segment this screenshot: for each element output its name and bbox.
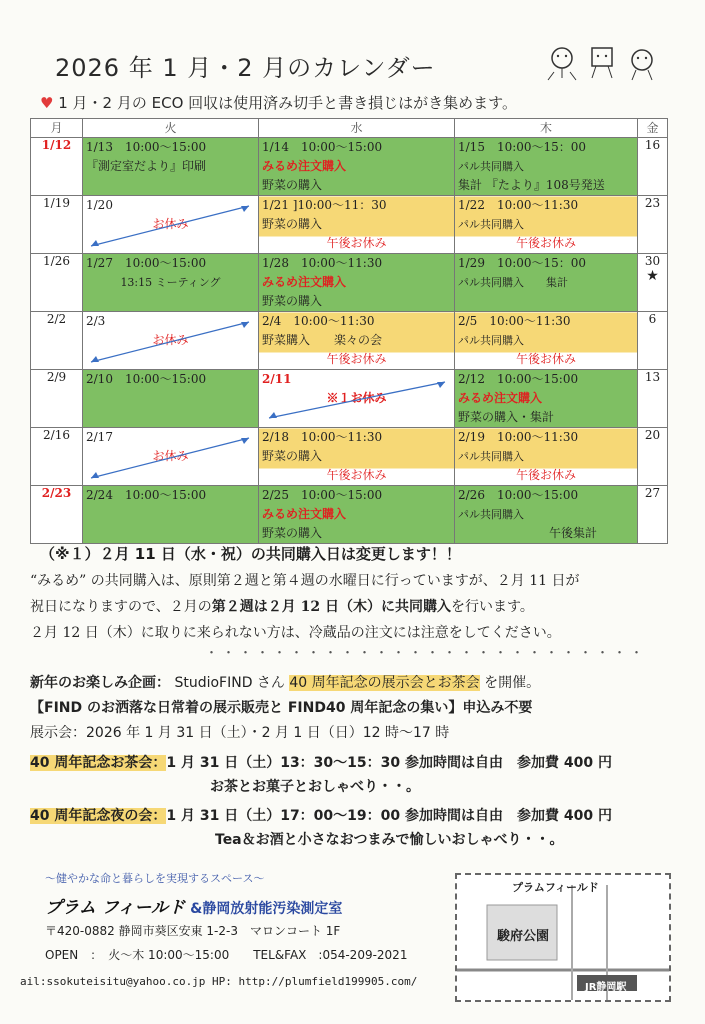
cell-tue — [83, 254, 259, 312]
date-mon: 1/12 — [31, 138, 83, 196]
event-tea-detail: 1 月 31 日（土）13：30〜15：30 参加時間は自由 参加費 400 円 — [166, 755, 612, 771]
header-wed: 水 — [259, 119, 455, 138]
event-studio: StudioFIND さん — [174, 675, 285, 691]
notice-line-2 — [30, 596, 534, 616]
open-hours: OPEN ： 火〜木 10:00〜15:00 TEL&FAX :054-209-2021 — [45, 948, 408, 962]
cell-text: 2/24 10:00〜15:00 — [86, 488, 207, 502]
cell-thu — [455, 196, 638, 254]
notice-line-2c: を行います。 — [450, 599, 534, 615]
star-icon: ★ — [646, 268, 659, 284]
cell-wed — [259, 428, 455, 486]
map-label-plumfield: プラムフィールド — [512, 881, 599, 894]
cell-text: 1/14 10:00〜15:00 — [262, 140, 383, 154]
date-fri: 23 — [638, 196, 668, 254]
cell-text: 1/22 10:00〜11:30 — [458, 198, 579, 212]
cell-thu — [455, 254, 638, 312]
cell-text: 集計 『たより』108号発送 — [458, 178, 605, 192]
cell-text: みるめ注文購入 — [262, 275, 347, 289]
brand-lab-name: &静岡放射能汚染測定室 — [190, 901, 343, 917]
event-intro-label: 新年のお楽しみ企画： — [30, 675, 170, 691]
cell-tue — [83, 312, 259, 370]
address: 〒420-0882 静岡市葵区安東 1-2-3 マロンコート 1F — [45, 924, 341, 938]
date-mon: 2/23 — [31, 486, 83, 544]
cell-text: 2/26 10:00〜15:00 — [458, 488, 579, 502]
cell-text: 2/19 10:00〜11:30 — [458, 430, 579, 444]
cell-tue — [83, 486, 259, 544]
date-mon: 1/26 — [31, 254, 83, 312]
cell-tue — [83, 196, 259, 254]
cell-wed — [259, 486, 455, 544]
week-row — [31, 196, 668, 254]
date-mon: 1/19 — [31, 196, 83, 254]
week-row — [31, 428, 668, 486]
header-fri: 金 — [638, 119, 668, 138]
notice-line-2a: 祝日になりますので、２月の — [30, 599, 212, 615]
cell-tue — [83, 428, 259, 486]
brand — [45, 893, 342, 918]
date-fri — [638, 254, 668, 312]
event-tea-sub: お茶とお菓子とおしゃべり・・。 — [210, 779, 420, 795]
date-fri: 20 — [638, 428, 668, 486]
event-highlight: 40 周年記念の展示会とお茶会 — [289, 675, 480, 691]
cell-text: 午後お休み — [515, 352, 576, 366]
date-fri: 27 — [638, 486, 668, 544]
header-tue: 火 — [83, 119, 259, 138]
cell-text: 2/17 — [86, 430, 113, 444]
cell-text: 2/10 10:00〜15:00 — [86, 372, 207, 386]
cell-text: 1/28 10:00〜11:30 — [262, 256, 383, 270]
cell-text: パル共同購入 — [458, 218, 524, 231]
date-fri: 6 — [638, 312, 668, 370]
tagline: 〜健やかな命と暮らしを実現するスペース〜 — [45, 872, 265, 885]
cell-text: 2/11 — [262, 372, 292, 386]
cell-text: 2/12 10:00〜15:00 — [458, 372, 579, 386]
event-exhibit: 展示会：2026 年 1 月 31 日（土）・2 月 1 日（日）12 時〜17 時 — [30, 725, 450, 741]
cell-text: 野菜の購入・集計 — [458, 410, 555, 424]
map — [455, 873, 671, 1002]
change-notice-heading: （※１）２月 11 日（水・祝）の共同購入日は変更します！！ — [40, 545, 461, 563]
cell-wed — [259, 312, 455, 370]
arrow-icon — [85, 316, 257, 368]
calendar-table — [30, 118, 668, 544]
contact-info: ail:ssokuteisitu@yahoo.co.jp HP: http://plumfield199905.com/ — [20, 975, 418, 988]
cell-tue — [83, 138, 259, 196]
date-fri: 16 — [638, 138, 668, 196]
date-mon: 2/2 — [31, 312, 83, 370]
cell-wed — [259, 370, 455, 428]
week-row — [31, 254, 668, 312]
date-mon: 2/9 — [31, 370, 83, 428]
event-intro-tail: を開催。 — [484, 675, 541, 691]
cell-text: パル共同購入 — [458, 334, 524, 347]
cell-text: パル共同購入 — [458, 160, 524, 173]
cell-wed — [259, 138, 455, 196]
map-label-park: 駿府公園 — [497, 929, 550, 944]
cell-text: 2/25 10:00〜15:00 — [262, 488, 383, 502]
cell-text: 『測定室だより』印刷 — [86, 159, 207, 173]
cell-text: 1/27 10:00〜15:00 — [86, 256, 207, 270]
arrow-icon — [85, 200, 257, 252]
cell-text: 野菜購入 楽々の会 — [262, 333, 383, 347]
cell-text: 午後お休み — [515, 468, 576, 482]
page-title: 2026 年 1 月・2 月のカレンダー — [55, 54, 436, 82]
date-fri-number: 30 — [644, 254, 661, 268]
event-night-label: 40 周年記念夜の会： — [30, 808, 167, 824]
cell-text: 午後お休み — [326, 468, 387, 482]
cell-text: 午後お休み — [515, 236, 576, 250]
cell-text: みるめ注文購入 — [262, 159, 347, 173]
cell-wed — [259, 196, 455, 254]
week-row — [31, 486, 668, 544]
event-night-sub: Tea＆お酒と小さなおつまみで愉しいおしゃべり・・。 — [215, 832, 564, 848]
notice-line-2-emphasis: 第２週は２月 12 日（木）に共同購入 — [211, 599, 451, 615]
subtitle-text: 1 月・2 月の ECO 回収は使用済み切手と書き損じはがき集めます。 — [58, 94, 517, 112]
cell-tue — [83, 370, 259, 428]
cell-text: 野菜の購入 — [262, 294, 323, 308]
cell-text: ※１お休み — [326, 391, 387, 405]
week-row — [31, 370, 668, 428]
cell-thu — [455, 370, 638, 428]
cell-text: 1/29 10:00〜15：00 — [458, 256, 587, 270]
cell-thu — [455, 428, 638, 486]
header-mon: 月 — [31, 119, 83, 138]
heart-icon: ♥ — [40, 94, 54, 112]
date-fri: 13 — [638, 370, 668, 428]
cell-text: みるめ注文購入 — [458, 391, 543, 405]
cell-text: 1/13 10:00〜15:00 — [86, 140, 207, 154]
date-mon: 2/16 — [31, 428, 83, 486]
cell-thu — [455, 138, 638, 196]
cell-text: みるめ注文購入 — [262, 507, 347, 521]
cell-text: 野菜の購入 — [262, 178, 323, 192]
arrow-icon — [85, 432, 257, 484]
dotted-divider: ・・・・・・・・・・・・・・・・・・・・・・・・・・ — [205, 646, 648, 661]
event-banner: 【FIND のお洒落な日常着の展示販売と FIND40 周年記念の集い】申込み不要 — [30, 700, 533, 716]
subtitle — [40, 92, 517, 113]
cell-text: 1/20 — [86, 198, 113, 212]
cell-text: パル共同購入 集計 — [458, 276, 568, 289]
cell-text: お休み — [152, 449, 189, 463]
cell-text: 2/5 10:00〜11:30 — [458, 314, 571, 328]
event-intro — [30, 672, 540, 692]
event-tea — [30, 752, 612, 772]
cell-text: お休み — [152, 217, 189, 231]
cell-text: 野菜の購入 — [262, 449, 323, 463]
doodle-characters — [540, 42, 670, 82]
cell-text: パル共同購入 — [458, 450, 524, 463]
brand-logo: プラム フィールド — [45, 898, 186, 918]
week-row — [31, 138, 668, 196]
cell-text: お休み — [152, 333, 189, 347]
cell-text: 1/15 10:00〜15：00 — [458, 140, 587, 154]
map-label-station: JR静岡駅 — [585, 982, 627, 993]
calendar-header-row — [31, 119, 668, 138]
cell-text: 2/18 10:00〜11:30 — [262, 430, 383, 444]
cell-text: 午後お休み — [326, 236, 387, 250]
cell-thu — [455, 312, 638, 370]
header-thu: 木 — [455, 119, 638, 138]
cell-text: 2/3 — [86, 314, 106, 328]
cell-text: 野菜の購入 — [262, 217, 323, 231]
cell-text: 13:15 ミーティング — [120, 276, 221, 289]
cell-thu — [455, 486, 638, 544]
week-row — [31, 312, 668, 370]
cell-text: 午後お休み — [326, 352, 387, 366]
cell-text: 1/21 ]10:00〜11：30 — [262, 198, 387, 212]
cell-text: 2/4 10:00〜11:30 — [262, 314, 375, 328]
arrow-icon — [261, 374, 453, 426]
event-night-detail: 1 月 31 日（土）17：00〜19：00 参加時間は自由 参加費 400 円 — [166, 808, 612, 824]
cell-text: 午後集計 — [548, 526, 597, 540]
cell-text: パル共同購入 — [458, 508, 524, 521]
event-tea-label: 40 周年記念お茶会： — [30, 755, 167, 771]
event-night — [30, 805, 612, 825]
notice-line-3: ２月 12 日（木）に取りに来られない方は、冷蔵品の注文には注意をしてください。 — [30, 625, 561, 641]
cell-text: 野菜の購入 — [262, 526, 323, 540]
notice-line-1: “みるめ” の共同購入は、原則第２週と第４週の水曜日に行っていますが、２月 11 日が — [30, 573, 580, 589]
cell-wed — [259, 254, 455, 312]
